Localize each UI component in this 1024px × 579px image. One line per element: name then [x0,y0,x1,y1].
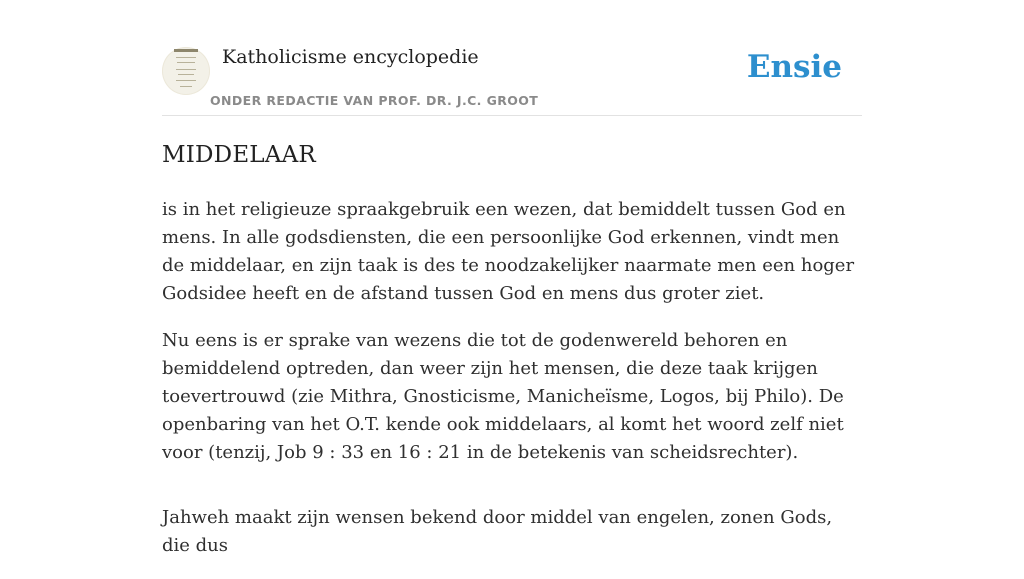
editor-line: ONDER REDACTIE VAN PROF. DR. J.C. GROOT [210,93,539,108]
brand-logo-link[interactable]: Ensie [746,49,842,85]
entry-title: MIDDELAAR [162,142,316,168]
site-header [162,44,862,116]
entry-paragraph: Nu eens is er sprake van wezens die tot de godenwereld behoren en bemiddelend optreden, dan weer zijn het mensen, die deze taak krijgen toevertrouwd (zie Mithra, Gnosticisme, Manicheïsme, Logos, bij Philo). De openbaring van het O.T. kende ook middelaars, al komt het woord zelf niet voor (tenzij, Job 9 : 33 en 16 : 21 in de betekenis van scheidsrechter). [162,330,844,463]
entry-content [162,134,862,579]
book-cover-icon[interactable] [162,47,210,95]
book-title-link[interactable]: Katholicisme encyclopedie [222,46,479,68]
entry-paragraph: is in het religieuze spraakgebruik een wezen, dat bemiddelt tussen God en mens. In alle godsdiensten, die een persoonlijke God erkennen, vindt men de middelaar, en zijn taak is des te noodzakelijker naarmate men een hoger Godsidee heeft en de afstand tussen God en mens dus groter ziet. [162,199,855,304]
entry-paragraph: Jahweh maakt zijn wensen bekend door middel van engelen, zonen Gods, die dus [162,507,833,556]
